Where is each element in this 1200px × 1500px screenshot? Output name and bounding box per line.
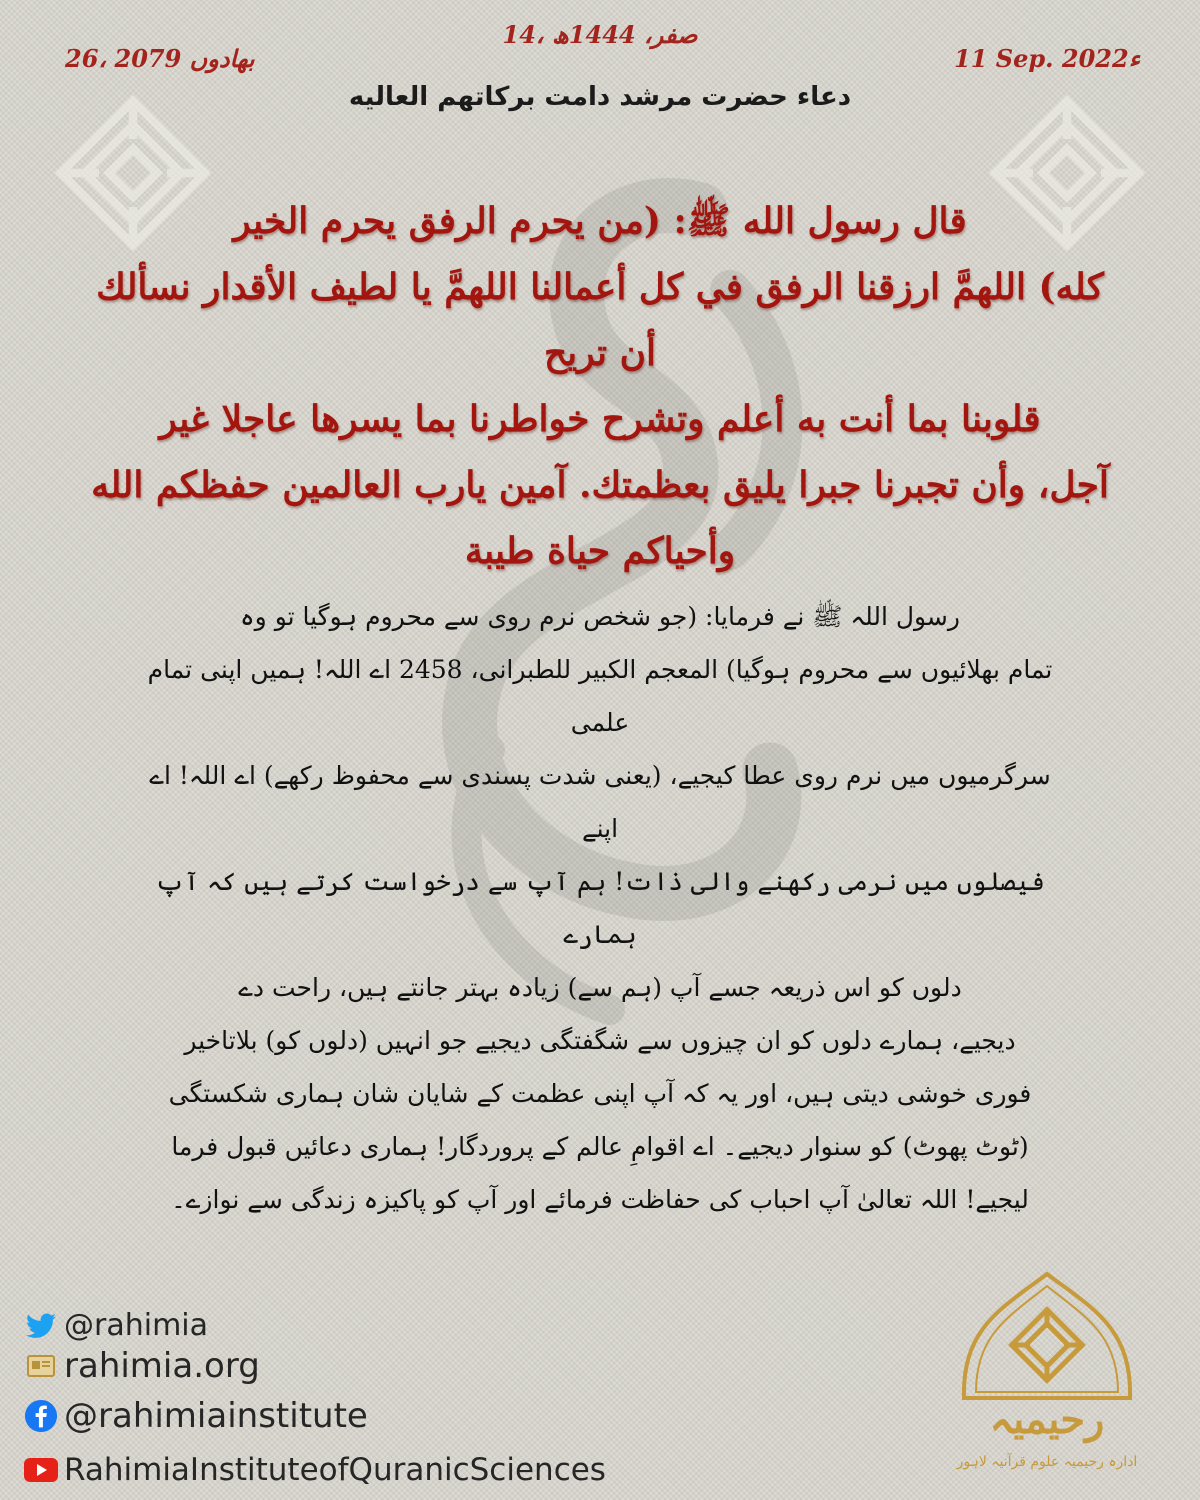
urdu-line: تمام بھلائیوں سے محروم ہوگیا) المعجم الکبیر للطبرانی، 2458 اے اللہ! ہمیں اپنی تمام علمی: [147, 655, 1053, 737]
rahimia-logo: [942, 1268, 1152, 1488]
urdu-line: سرگرمیوں میں نرم روی عطا کیجیے، (یعنی شدت پسندی سے محفوظ رکھے) اے اللہ! اے اپنے: [149, 761, 1051, 843]
youtube-channel: RahimiaInstituteofQuranicSciences: [64, 1452, 606, 1488]
social-twitter-link[interactable]: [24, 1308, 208, 1343]
urdu-line: فوری خوشی دیتی ہیں، اور یہ کہ آپ اپنی عظمت کے شایان شان ہماری شکستگی: [168, 1079, 1032, 1108]
logo-subtitle: ادارہ رحیمیہ علوم قرآنیہ لاہور: [956, 1454, 1138, 1470]
urdu-line: دیجیے، ہمارے دلوں کو ان چیزوں سے شگفتگی دیجیے جو انہیں (دلوں کو) بلاتاخیر: [184, 1026, 1016, 1055]
dua-heading: دعاء حضرت مرشد دامت برکاتهم العالیه: [348, 82, 852, 112]
social-youtube-link[interactable]: [24, 1452, 606, 1488]
logo-name: رحیمیہ: [989, 1396, 1105, 1443]
urdu-line: (ٹوٹ پھوٹ) کو سنوار دیجیے۔ اے اقوامِ عالم کے پروردگار! ہماری دعائیں قبول فرما: [171, 1132, 1029, 1161]
social-website-link[interactable]: [24, 1346, 260, 1386]
urdu-line: رسول اللہ ﷺ نے فرمایا: (جو شخص نرم روی سے محروم ہوگیا تو وہ: [240, 602, 960, 631]
social-facebook-link[interactable]: [24, 1396, 368, 1436]
arabic-dua-block: [90, 188, 1110, 584]
date-gregorian: 11 Sep. 2022ء: [954, 44, 1140, 73]
facebook-icon: [24, 1399, 58, 1433]
arabic-line: قال رسول الله ﷺ: (من يحرم الرفق يحرم الخير: [233, 200, 967, 242]
urdu-line: لیجیے! اللہ تعالیٰ آپ احباب کی حفاظت فرمائے اور آپ کو پاکیزہ زندگی سے نوازے۔: [171, 1185, 1029, 1214]
urdu-line: فیصلوں میں نرمی رکھنے والی ذات! ہم آپ سے درخواست کرتے ہیں کہ آپ ہمارے: [155, 867, 1045, 949]
date-bikrami: 26، بھادوں 2079: [65, 44, 255, 73]
date-hijri: 14، صفر، 1444ھ: [502, 20, 698, 49]
arabic-line: قلوبنا بما أنت به أعلم وتشرح خواطرنا بما يسرها عاجلا غير: [159, 398, 1041, 440]
youtube-icon: [24, 1453, 58, 1487]
arabic-line: كله) اللهمَّ ارزقنا الرفق في كل أعمالنا اللهمَّ يا لطيف الأقدار نسألك أن تريح: [96, 266, 1104, 374]
twitter-icon: [24, 1309, 58, 1343]
urdu-translation-block: [135, 590, 1065, 1226]
arabic-line: وأحياكم حياة طيبة: [464, 530, 736, 572]
twitter-handle: @rahimia: [64, 1308, 209, 1343]
website-icon: [24, 1349, 58, 1383]
website-url: rahimia.org: [64, 1346, 260, 1386]
arabic-line: آجل، وأن تجبرنا جبرا يليق بعظمتك. آمين يارب العالمين حفظكم الله: [91, 464, 1109, 506]
facebook-handle: @rahimiainstitute: [64, 1396, 368, 1436]
urdu-line: دلوں کو اس ذریعہ جسے آپ (ہم سے) زیادہ بہتر جانتے ہیں، راحت دے: [238, 973, 962, 1002]
